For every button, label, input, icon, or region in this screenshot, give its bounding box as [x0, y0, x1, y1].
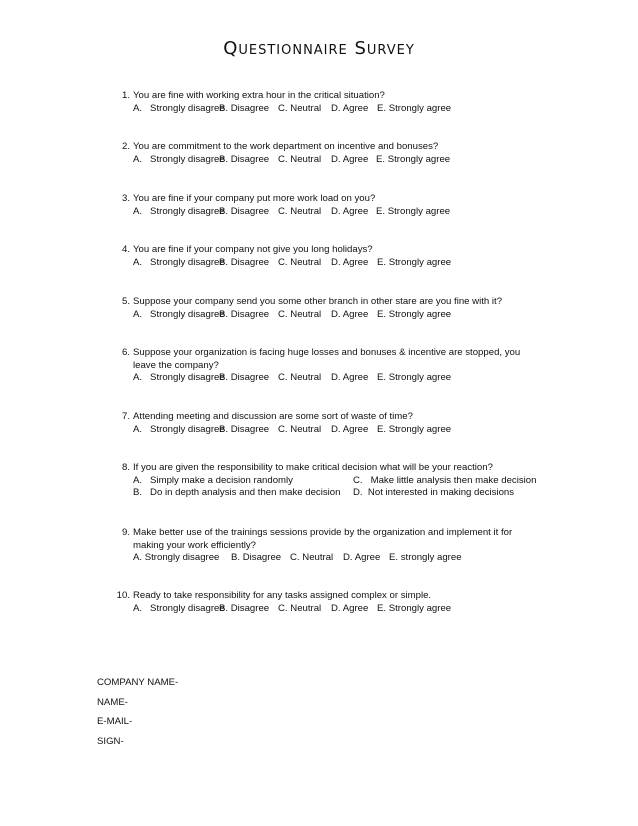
option-e: E. Strongly agree: [377, 102, 452, 114]
option-e: E. Strongly agree: [377, 423, 452, 435]
page-title: Questionnaire Survey: [223, 38, 415, 59]
option-e: E. Strongly agree: [377, 256, 452, 268]
answer-options: [133, 257, 556, 270]
question-text: You are fine if your company not give you long holidays?: [133, 244, 373, 255]
option-a: A. Strongly disagree: [133, 423, 225, 435]
answer-options: [133, 424, 556, 437]
question-text: You are fine if your company put more work load on you?: [133, 193, 376, 204]
option-a: A. Strongly disagree: [133, 372, 225, 384]
answer-options: [133, 309, 556, 322]
option-c: C. Neutral: [290, 552, 334, 564]
question-number: 7.: [121, 411, 130, 422]
option-b: B. Disagree: [219, 372, 270, 384]
question-3: [116, 193, 556, 218]
question-6: [116, 347, 556, 385]
option-d: D. Agree: [331, 372, 369, 384]
option-e: E. Strongly agree: [377, 372, 452, 384]
option-d: D. Not interested in making decisions: [353, 487, 515, 499]
option-d: D. Agree: [331, 205, 369, 217]
option-b: B. Do in depth analysis and then make decision: [133, 487, 341, 499]
question-9: [116, 527, 556, 565]
option-b: B. Disagree: [219, 205, 270, 217]
answer-options: [133, 372, 556, 385]
answer-options: [133, 552, 556, 565]
option-d: D. Agree: [331, 423, 369, 435]
option-c: C. Neutral: [278, 602, 322, 614]
option-a: A. Strongly disagree: [133, 552, 220, 564]
question-2: [116, 141, 556, 166]
option-a: A. Strongly disagree: [133, 256, 225, 268]
question-number: 5.: [121, 296, 130, 307]
question-text: Ready to take responsibility for any tasks assigned complex or simple.: [133, 590, 432, 601]
option-d: D. Agree: [331, 308, 369, 320]
answer-options: [133, 206, 556, 219]
option-b: B. Disagree: [219, 423, 270, 435]
question-number: 3.: [121, 193, 130, 204]
question-text: Suppose your organization is facing huge losses and bonuses & incentive are stopped, you leave the company?: [133, 347, 521, 371]
option-d: D. Agree: [331, 256, 369, 268]
question-number: 10.: [116, 590, 130, 601]
question-8: [116, 462, 576, 500]
question-1: [116, 90, 556, 115]
option-c: C. Neutral: [278, 205, 322, 217]
option-a: A. Strongly disagree: [133, 602, 225, 614]
option-d: D. Agree: [331, 602, 369, 614]
answer-options: [133, 475, 576, 488]
question-number: 9.: [121, 527, 130, 538]
option-e: E. strongly agree: [389, 552, 462, 564]
option-a: A. Strongly disagree: [133, 205, 225, 217]
question-number: 2.: [121, 141, 130, 152]
question-number: 8.: [121, 462, 130, 473]
answer-options: [133, 154, 556, 167]
question-text: You are fine with working extra hour in the critical situation?: [133, 90, 385, 101]
answer-options: [133, 603, 556, 616]
option-a: A. Strongly disagree: [133, 308, 225, 320]
question-number: 4.: [121, 244, 130, 255]
question-text: Make better use of the trainings sessions provide by the organization and implement it for making your work efficiently?: [133, 527, 513, 551]
option-c: C. Neutral: [278, 423, 322, 435]
option-c: C. Make little analysis then make decision: [353, 474, 537, 486]
question-number: 1.: [121, 90, 130, 101]
email-label: E-MAIL-: [97, 716, 133, 727]
option-b: B. Disagree: [219, 102, 270, 114]
option-c: C. Neutral: [278, 102, 322, 114]
option-e: E. Strongly agree: [376, 153, 451, 165]
option-e: E. Strongly agree: [377, 602, 452, 614]
question-text: You are commitment to the work department on incentive and bonuses?: [133, 141, 439, 152]
option-b: B. Disagree: [219, 308, 270, 320]
question-text: Suppose your company send you some other branch in other stare are you fine with it?: [133, 296, 503, 307]
question-text: Attending meeting and discussion are some sort of waste of time?: [133, 411, 413, 422]
option-b: B. Disagree: [219, 256, 270, 268]
option-c: C. Neutral: [278, 256, 322, 268]
sign-label: SIGN-: [97, 736, 124, 747]
option-c: C. Neutral: [278, 308, 322, 320]
question-10: [116, 590, 556, 615]
option-a: A. Strongly disagree: [133, 102, 225, 114]
option-d: D. Agree: [331, 102, 369, 114]
question-4: [116, 244, 556, 269]
option-a: A. Simply make a decision randomly: [133, 474, 293, 486]
option-c: C. Neutral: [278, 372, 322, 384]
option-c: C. Neutral: [278, 153, 322, 165]
question-5: [116, 296, 556, 321]
option-d: D. Agree: [331, 153, 369, 165]
option-b: B. Disagree: [231, 552, 282, 564]
name-label: NAME-: [97, 697, 128, 708]
company-name-label: COMPANY NAME-: [97, 677, 179, 688]
option-d: D. Agree: [343, 552, 381, 564]
option-e: E. Strongly agree: [376, 205, 451, 217]
answer-options: [133, 487, 576, 500]
option-b: B. Disagree: [219, 153, 270, 165]
question-text: If you are given the responsibility to make critical decision what will be your reaction?: [133, 462, 493, 473]
option-e: E. Strongly agree: [377, 308, 452, 320]
question-7: [116, 411, 556, 436]
answer-options: [133, 103, 556, 116]
option-a: A. Strongly disagree: [133, 153, 225, 165]
question-number: 6.: [121, 347, 130, 358]
option-b: B. Disagree: [219, 602, 270, 614]
